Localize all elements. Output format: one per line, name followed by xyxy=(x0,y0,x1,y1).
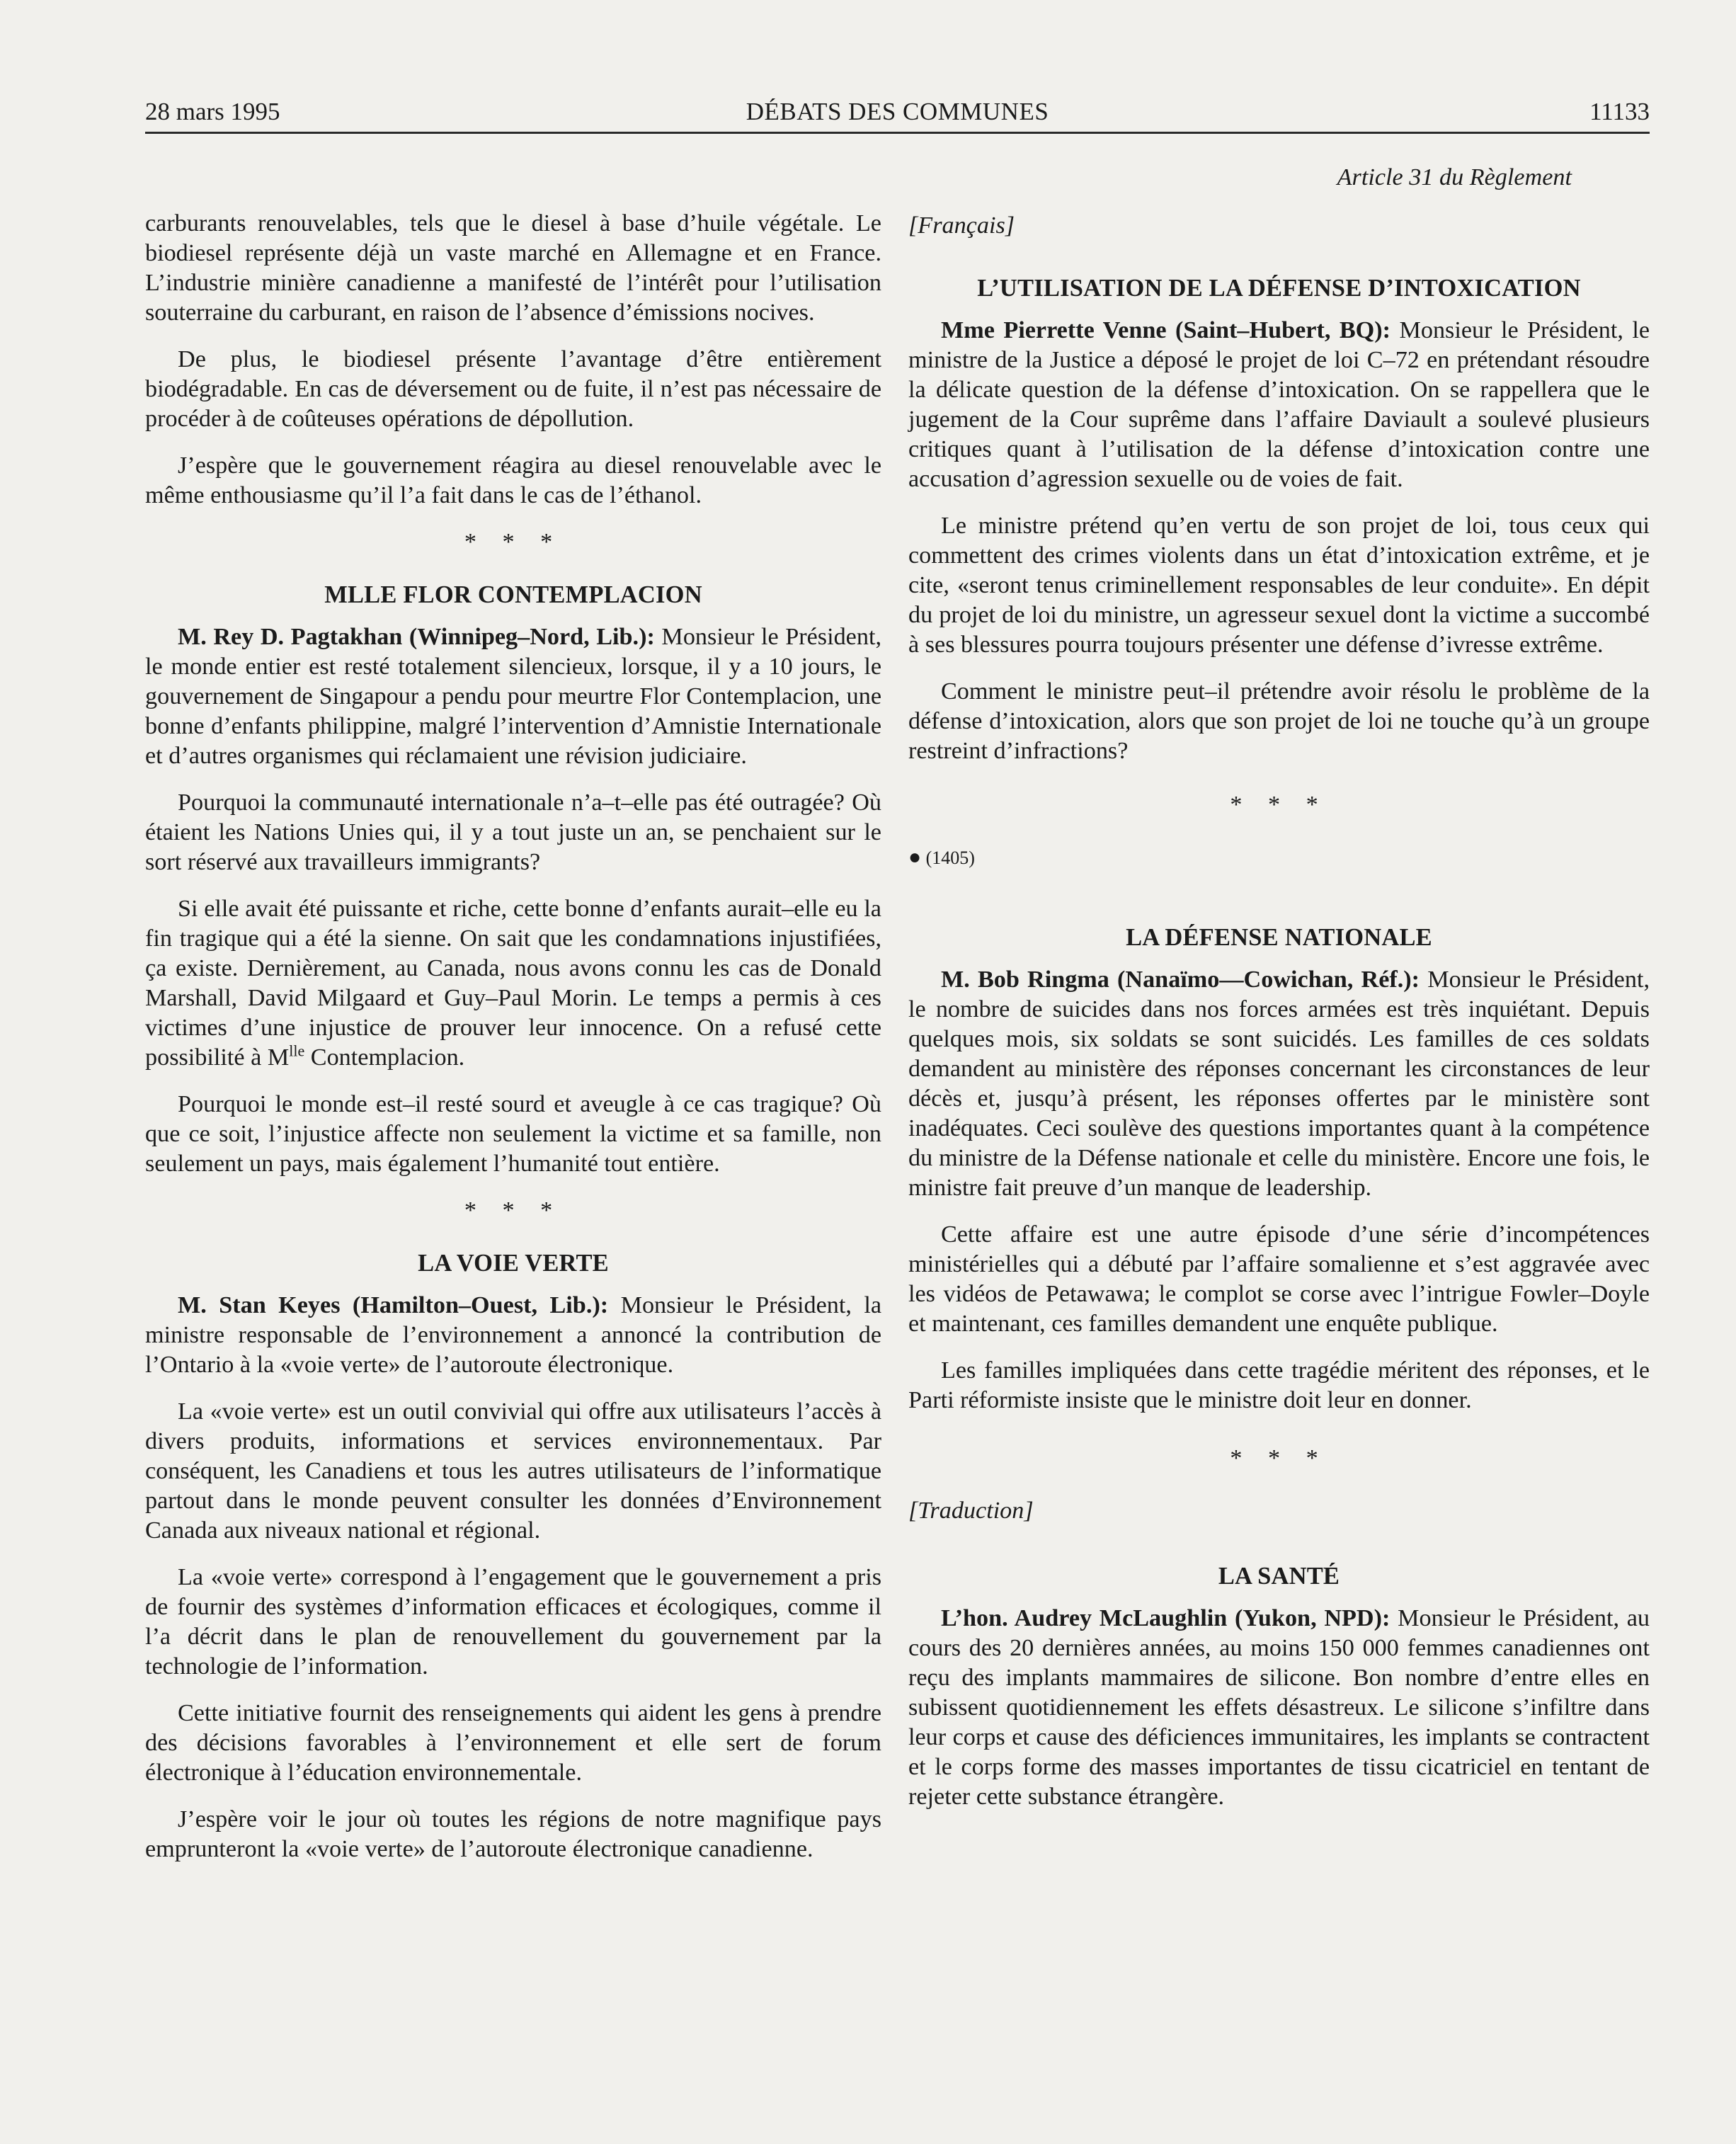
section-heading: LA SANTÉ xyxy=(1218,1563,1340,1590)
section-heading: L’UTILISATION DE LA DÉFENSE D’INTOXICATION xyxy=(977,275,1581,302)
language-marker: [Traduction] xyxy=(908,1498,1034,1524)
speech-paragraph xyxy=(908,965,1650,1203)
paragraph: Comment le ministre peut–il prétendre avoir résolu le problème de la défense d’intoxication, alors que son projet de loi ne touche qu’à un groupe restreint d’infractions? xyxy=(908,678,1650,764)
header-page-number: 11133 xyxy=(1589,98,1650,125)
header-title: DÉBATS DES COMMUNES xyxy=(746,98,1049,125)
speech-text: Monsieur le Président, le nombre de suicides dans nos forces armées est très inquiétant. Depuis quelques mois, six soldats se sont suicidés. Les familles de ces soldats demandent au ministère des réponses concernant les circonstances de leur décès et, jusqu’à présent, les réponses offertes par le ministère sont inadéquates. Ceci soulève des questions importantes quant à la compétence du ministre de la Défense nationale et celle du ministère. Encore une fois, le ministre fait preuve d’un manque de leadership. xyxy=(908,966,1650,1201)
paragraph: J’espère que le gouvernement réagira au diesel renouvelable avec le même enthousiasme qu’il l’a fait dans le cas de l’éthanol. xyxy=(145,452,881,508)
speech-paragraph xyxy=(145,1291,881,1380)
speech-paragraph xyxy=(908,316,1650,494)
paragraph: De plus, le biodiesel présente l’avantage d’être entièrement biodégradable. En cas de déversement ou de fuite, il n’est pas nécessaire de procéder à de coûteuses opérations de dépollution. xyxy=(145,346,881,432)
section-heading: LA DÉFENSE NATIONALE xyxy=(1126,924,1432,951)
page-header xyxy=(145,91,1650,134)
section-heading: LA VOIE VERTE xyxy=(418,1250,609,1277)
speaker-name: M. Stan Keyes (Hamilton–Ouest, Lib.): xyxy=(178,1292,609,1318)
speaker-name: Mme Pierrette Venne (Saint–Hubert, BQ): xyxy=(941,317,1390,343)
speech-text: Monsieur le Président, la ministre responsable de l’environnement a annoncé la contribution de l’Ontario à la «voie verte» de l’autoroute électronique. xyxy=(145,1292,882,1378)
speaker-name: M. Rey D. Pagtakhan (Winnipeg–Nord, Lib.): xyxy=(178,624,655,650)
paragraph: Cette initiative fournit des renseignements qui aident les gens à prendre des décisions favorables à l’environnement et elle sert de forum électronique à l’éducation environnementale. xyxy=(145,1700,881,1786)
rule-header: Article 31 du Règlement xyxy=(1337,164,1572,190)
time-marker xyxy=(908,843,1650,873)
paragraph: carburants renouvelables, tels que le diesel à base d’huile végétale. Le biodiesel représente déjà un vaste marché en Allemagne et en France. L’industrie minière canadienne a manifesté de l’intérêt pour l’utilisation souterraine du carburant, en raison de l’absence d’émissions nocives. xyxy=(145,210,881,326)
paragraph: J’espère voir le jour où toutes les régions de notre magnifique pays emprunteront la «voie verte» de l’autoroute électronique canadienne. xyxy=(145,1806,881,1862)
paragraph xyxy=(145,894,881,1073)
speech-paragraph xyxy=(908,1604,1650,1812)
left-column xyxy=(145,209,881,1881)
paragraph-text: Contemplacion. xyxy=(304,1044,465,1071)
section-separator: * * * xyxy=(1230,1445,1328,1471)
paragraph: Pourquoi la communauté internationale n’a–t–elle pas été outragée? Où étaient les Nations Unies qui, il y a tout juste un an, se penchaient sur le sort réservé aux travailleurs immigrants? xyxy=(145,789,881,875)
paragraph-text: Si elle avait été puissante et riche, cette bonne d’enfants aurait–elle eu la fin tragique qui a été la sienne. On sait que les condamnations injustifiées, ça existe. Dernièrement, au Canada, nous avons connu les cas de Donald Marshall, David Milgaard et Guy–Paul Morin. Le temps a permis à ces victimes d’une injustice de prouver leur innocence. On a refusé cette possibilité à M xyxy=(145,896,881,1071)
section-separator: * * * xyxy=(464,1197,563,1224)
right-column xyxy=(908,163,1650,1829)
time-marker-text: (1405) xyxy=(925,848,975,868)
section-separator: * * * xyxy=(464,529,563,555)
speech-text: Monsieur le Président, le ministre de la Justice a déposé le projet de loi C–72 en prétendant résoudre la délicate question de la défense d’intoxication. On se rappellera que le jugement de la Cour suprême dans l’affaire Daviault a soulevé plusieurs critiques quant à l’utilisation de la défense d’intoxication contre une accusation d’agression sexuelle ou de voies de fait. xyxy=(908,317,1650,492)
language-marker: [Français] xyxy=(908,212,1015,239)
speech-text: Monsieur le Président, le monde entier est resté totalement silencieux, lorsque, il y a 10 jours, le gouvernement de Singapour a pendu pour meurtre Flor Contemplacion, une bonne d’enfants philippine, malgré l’intervention d’Amnistie Internationale et d’autres organismes qui réclamaient une révision judiciaire. xyxy=(145,624,881,769)
paragraph: Les familles impliquées dans cette tragédie méritent des réponses, et le Parti réformiste insiste que le ministre doit leur en donner. xyxy=(908,1357,1650,1413)
paragraph: Le ministre prétend qu’en vertu de son projet de loi, tous ceux qui commettent des crimes violents dans un état d’intoxication extrême, et je cite, «seront tenus criminellement responsables de leur conduite». En dépit du projet de loi du ministre, un agresseur sexuel dont la victime a succombé à ses blessures pourra toujours présenter une défense d’ivresse extrême. xyxy=(908,513,1650,658)
paragraph: Cette affaire est une autre épisode d’une série d’incompétences ministérielles qui a débuté par l’affaire somalienne et s’est aggravée avec les vidéos de Petawawa; le complot se corse avec l’intrigue Fowler–Doyle et maintenant, ces familles demandent une enquête publique. xyxy=(908,1221,1650,1337)
paragraph: La «voie verte» est un outil convivial qui offre aux utilisateurs l’accès à divers produits, informations et services environnementaux. Par conséquent, les Canadiens et tous les autres utilisateurs de l’informatique partout dans le monde peuvent consulter les données d’Environnement Canada aux niveaux national et régional. xyxy=(145,1398,881,1544)
speaker-name: L’hon. Audrey McLaughlin (Yukon, NPD): xyxy=(941,1605,1390,1631)
speech-text: Monsieur le Président, au cours des 20 dernières années, au moins 150 000 femmes canadiennes ont reçu des implants mammaires de silicone. Bon nombre d’entre elles en subissent quotidiennement les effets désastreux. Le silicone s’infiltre dans leur corps et cause des déficiences immunitaires, les implants se contractent et le corps forme des masses importantes de tissu cicatriciel en tentant de rejeter cette substance étrangère. xyxy=(908,1605,1650,1810)
superscript: lle xyxy=(289,1042,305,1060)
paragraph: La «voie verte» correspond à l’engagement que le gouvernement a pris de fournir des systèmes d’information efficaces et écologiques, comme il l’a décrit dans le plan de renouvellement du gouvernement par la technologie de l’information. xyxy=(145,1564,881,1680)
speaker-name: M. Bob Ringma (Nanaïmo—Cowichan, Réf.): xyxy=(941,966,1420,993)
bullet-icon: ● xyxy=(908,845,922,869)
section-separator: * * * xyxy=(1230,792,1328,818)
paragraph: Pourquoi le monde est–il resté sourd et aveugle à ce cas tragique? Où que ce soit, l’injustice affecte non seulement la victime et sa famille, non seulement un pays, mais également l’humanité tout entière. xyxy=(145,1091,881,1177)
header-date: 28 mars 1995 xyxy=(145,98,280,125)
speech-paragraph xyxy=(145,622,881,771)
section-heading: MLLE FLOR CONTEMPLACION xyxy=(324,581,702,608)
